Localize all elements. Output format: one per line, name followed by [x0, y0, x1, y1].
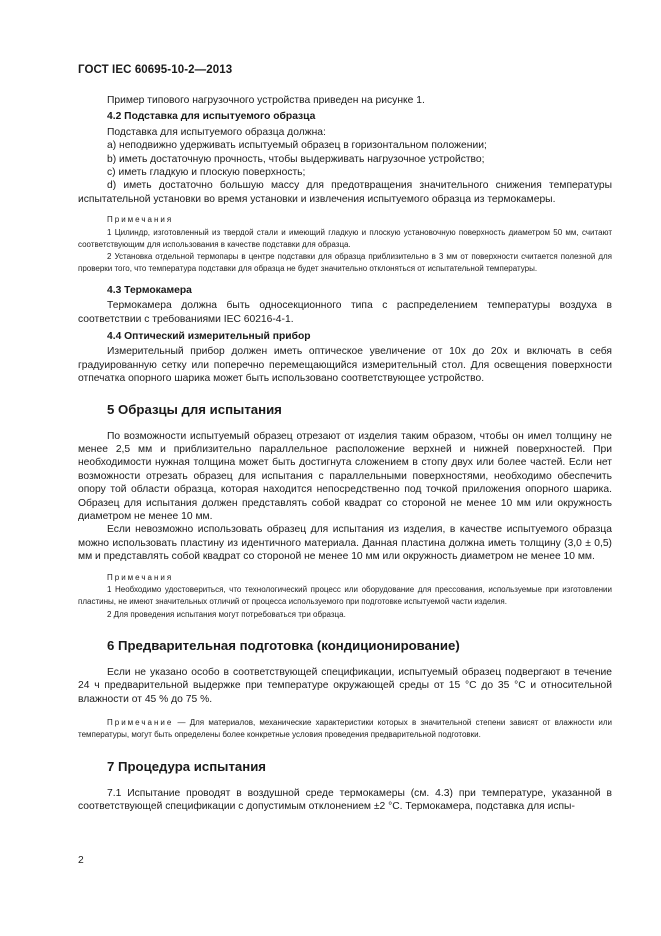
section-7-paragraph-1: 7.1 Испытание проводят в воздушной среде термокамеры (см. 4.3) при температуре, указанной в соответствующей спецификации с допустимым отклонением ±2 °С. Термокамера, подставка для испы- [78, 787, 612, 813]
section-6-note-label: Примечание [107, 718, 174, 728]
section-4-3-text: Термокамера должна быть односекционного типа с распределением температуры воздуха в соответствии с требованиями IEC 60216-4-1. [78, 300, 612, 325]
section-5-paragraph-2: Если невозможно использовать образец для испытания из изделия, в качестве испытуемого образца можно использовать пластину из идентичного материала. Данная пластина должна иметь толщину (3,0 ± 0,5) мм и представлять собой квадрат со стороной не менее 10 мм или окружность диаметром не менее 10 мм. [78, 524, 612, 563]
section-4-2-note-2: 2 Установка отдельной термопары в центре подставки для образца приблизительно в 3 мм от поверхности считается полезной для проверки того, что температура подставки для образца не будет значительно отклоняться от испытательной температуры. [78, 252, 612, 274]
document-header: ГОСТ IEC 60695-10-2—2013 [78, 64, 233, 76]
section-4-2-item-d: d) иметь достаточно большую массу для предотвращения значительного снижения температуры испытательной установки во время установки и извлечения испытуемого образца из термокамеры. [78, 180, 612, 205]
section-4-4-text: Измерительный прибор должен иметь оптическое увеличение от 10x до 20x и включать в себя градуированную сетку или поперечно перемещающийся измерительный стол. Для освещения поверхности отпечатка опорного шарика может быть использовано соответствующее устройство. [78, 346, 612, 385]
section-4-2-item-b: b) иметь достаточную прочность, чтобы выдерживать нагрузочное устройство; [107, 153, 485, 165]
section-6-note [78, 717, 612, 742]
intro-text: Пример типового нагрузочного устройства приведен на рисунке 1. [107, 95, 425, 106]
section-4-3-heading: 4.3 Термокамера [107, 284, 192, 296]
page-content [78, 94, 612, 813]
section-7-heading: 7 Процедура испытания [107, 758, 267, 774]
section-4-2-item-a: a) неподвижно удерживать испытуемый образец в горизонтальном положении; [107, 140, 487, 152]
section-4-2-item-c: c) иметь гладкую и плоскую поверхность; [107, 167, 306, 179]
section-6-paragraph-1: Если не указано особо в соответствующей спецификации, испытуемый образец подвергают в течение 24 ч предварительной выдержке при температуре окружающей среды от 15 °С до 35 °С и относительной влажности от 45 % до 75 %. [78, 666, 612, 705]
section-5-paragraph-1: По возможности испытуемый образец отрезают от изделия таким образом, чтобы он имел толщину не менее 2,5 мм и приблизительно параллельное расположение верхней и нижней поверхностей. При необходимости нужная толщина может быть достигнута сложением в стопу двух или более частей. Если нет возможности отрезать образец для испытания с параллельными поверхностями, необходимо обеспечить опору той области образца, которая находится непосредственно под точкой приложения опорного шарика. Образец для испытания должен представлять собой квадрат со стороной не менее 10 мм или окружность диаметром не менее 10 мм. [78, 430, 612, 523]
section-4-2-notes-title: Примечания [107, 215, 174, 225]
section-5-heading: 5 Образцы для испытания [107, 401, 282, 417]
section-5-note-2: 2 Для проведения испытания могут потребоваться три образца. [107, 609, 346, 619]
section-4-2-note-1: 1 Цилиндр, изготовленный из твердой стали и имеющий гладкую и плоскую установочную поверхность диаметром 50 мм, считают соответствующим для использования в качестве подставки для образца. [78, 227, 612, 249]
section-4-2-lead: Подставка для испытуемого образца должна: [107, 126, 326, 138]
section-6-note-text: — Для материалов, механические характеристики которых в значительной степени зависят от влажности или температуры, могут быть определены более конкретные условия проведения предварительной подготовки. [78, 718, 612, 740]
section-4-2-heading: 4.2 Подставка для испытуемого образца [107, 111, 316, 123]
section-5-note-1: 1 Необходимо удостовериться, что технологический процесс или оборудование для прессования, используемые при изготовлении пластины, не имеют значительных отличий от процесса используемого при подготовке испытуемой части изделия. [78, 584, 612, 607]
section-4-4-heading: 4.4 Оптический измерительный прибор [107, 330, 311, 342]
section-5-notes-title: Примечания [107, 572, 174, 582]
page-number: 2 [78, 855, 84, 866]
section-6-heading: 6 Предварительная подготовка (кондиционирование) [107, 637, 460, 653]
